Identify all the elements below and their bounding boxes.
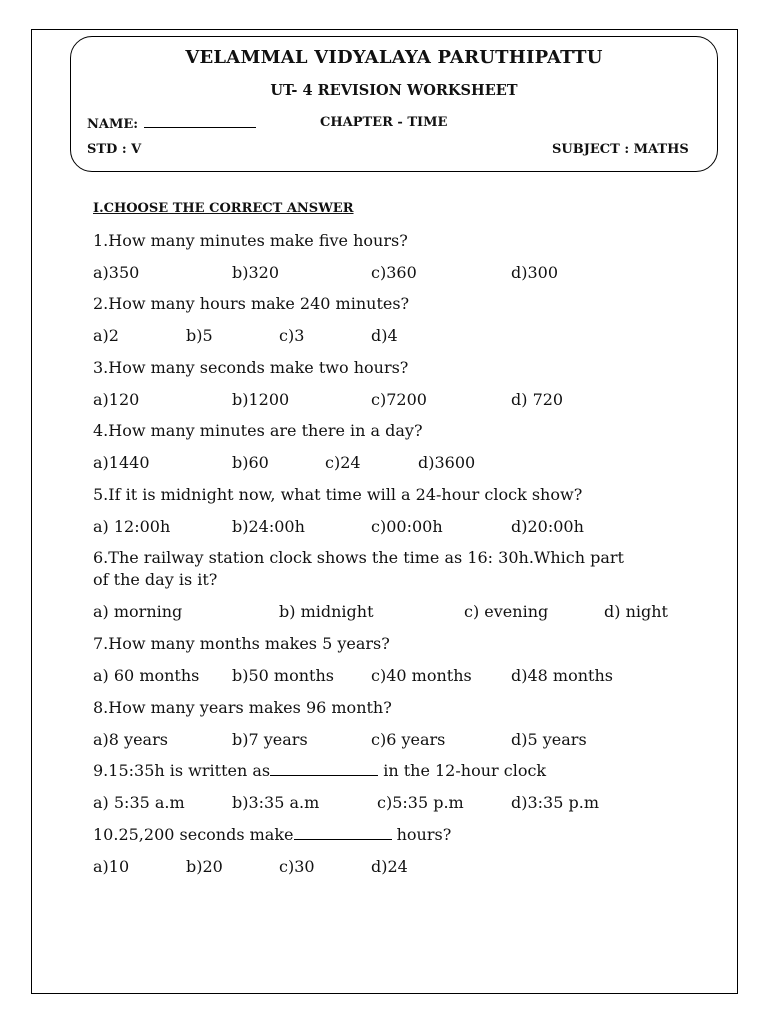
q6-option-d: d) night bbox=[604, 602, 668, 621]
name-field bbox=[87, 116, 256, 132]
q2-option-a: a)2 bbox=[93, 326, 119, 345]
q3-option-c: c)7200 bbox=[371, 390, 427, 409]
q4-option-a: a)1440 bbox=[93, 453, 150, 472]
question-5: 5.If it is midnight now, what time will a 24-hour clock show? bbox=[93, 485, 583, 504]
question-8: 8.How many years makes 96 month? bbox=[93, 698, 392, 717]
section-title: I.CHOOSE THE CORRECT ANSWER bbox=[93, 201, 354, 216]
q5-option-d: d)20:00h bbox=[511, 517, 584, 536]
q6-option-a: a) morning bbox=[93, 602, 183, 621]
q7-option-c: c)40 months bbox=[371, 666, 472, 685]
q5-option-c: c)00:00h bbox=[371, 517, 443, 536]
q6-option-b: b) midnight bbox=[279, 602, 374, 621]
q7-option-a: a) 60 months bbox=[93, 666, 200, 685]
question-9-text-end: in the 12-hour clock bbox=[378, 761, 547, 780]
q9-option-c: c)5:35 p.m bbox=[377, 793, 464, 812]
std-label: STD : V bbox=[87, 142, 142, 157]
page-border bbox=[31, 29, 738, 994]
q4-option-b: b)60 bbox=[232, 453, 269, 472]
q8-option-b: b)7 years bbox=[232, 730, 308, 749]
school-name: VELAMMAL VIDYALAYA PARUTHIPATTU bbox=[185, 47, 603, 68]
question-3: 3.How many seconds make two hours? bbox=[93, 358, 409, 377]
q8-option-c: c)6 years bbox=[371, 730, 446, 749]
name-blank-line bbox=[144, 116, 256, 128]
q1-option-a: a)350 bbox=[93, 263, 140, 282]
question-10 bbox=[93, 823, 451, 847]
answer-blank bbox=[270, 761, 378, 776]
q2-option-b: b)5 bbox=[186, 326, 213, 345]
subject-label: SUBJECT : MATHS bbox=[552, 142, 689, 157]
q3-option-a: a)120 bbox=[93, 390, 140, 409]
answer-blank bbox=[294, 825, 392, 840]
q10-option-c: c)30 bbox=[279, 857, 315, 876]
worksheet-title: UT- 4 REVISION WORKSHEET bbox=[270, 82, 518, 99]
q5-option-b: b)24:00h bbox=[232, 517, 305, 536]
question-6-line-2: of the day is it? bbox=[93, 570, 218, 589]
q6-option-c: c) evening bbox=[464, 602, 549, 621]
chapter-label: CHAPTER - TIME bbox=[320, 115, 448, 130]
question-2: 2.How many hours make 240 minutes? bbox=[93, 294, 410, 313]
q10-option-b: b)20 bbox=[186, 857, 223, 876]
q1-option-b: b)320 bbox=[232, 263, 280, 282]
q1-option-d: d)300 bbox=[511, 263, 559, 282]
q3-option-d: d) 720 bbox=[511, 390, 564, 409]
q10-option-a: a)10 bbox=[93, 857, 130, 876]
question-10-text-start: 10.25,200 seconds make bbox=[93, 825, 294, 844]
q5-option-a: a) 12:00h bbox=[93, 517, 171, 536]
q3-option-b: b)1200 bbox=[232, 390, 290, 409]
question-9 bbox=[93, 759, 546, 783]
question-10-text-end: hours? bbox=[391, 825, 452, 844]
name-label: NAME: bbox=[87, 117, 139, 132]
q10-option-d: d)24 bbox=[371, 857, 408, 876]
q4-option-d: d)3600 bbox=[418, 453, 476, 472]
question-1: 1.How many minutes make five hours? bbox=[93, 231, 408, 250]
q2-option-d: d)4 bbox=[371, 326, 398, 345]
q7-option-d: d)48 months bbox=[511, 666, 613, 685]
question-7: 7.How many months makes 5 years? bbox=[93, 634, 390, 653]
q9-option-b: b)3:35 a.m bbox=[232, 793, 320, 812]
q4-option-c: c)24 bbox=[325, 453, 361, 472]
question-4: 4.How many minutes are there in a day? bbox=[93, 421, 423, 440]
q2-option-c: c)3 bbox=[279, 326, 305, 345]
q9-option-a: a) 5:35 a.m bbox=[93, 793, 185, 812]
q8-option-a: a)8 years bbox=[93, 730, 168, 749]
q1-option-c: c)360 bbox=[371, 263, 417, 282]
question-9-text-start: 9.15:35h is written as bbox=[93, 761, 271, 780]
question-6: 6.The railway station clock shows the time as 16: 30h.Which part bbox=[93, 548, 624, 567]
q7-option-b: b)50 months bbox=[232, 666, 334, 685]
q8-option-d: d)5 years bbox=[511, 730, 587, 749]
q9-option-d: d)3:35 p.m bbox=[511, 793, 599, 812]
